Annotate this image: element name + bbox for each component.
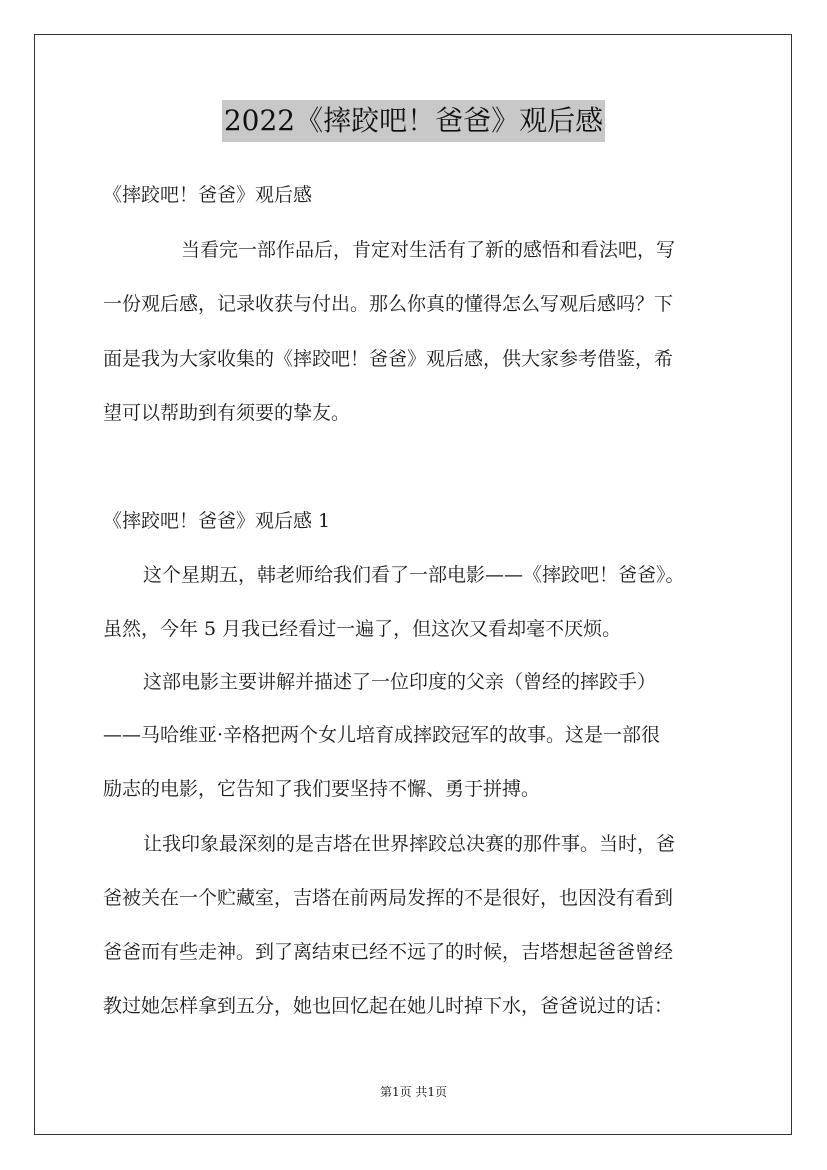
body-line-2: 虽然，今年 5 月我已经看过一遍了，但这次又看却毫不厌烦。 <box>103 618 622 640</box>
intro-line-1: 当看完一部作品后，肯定对生活有了新的感悟和看法吧，写 <box>181 239 676 261</box>
body-line-5: 励志的电影，它告知了我们要坚持不懈、勇于拼搏。 <box>103 778 541 800</box>
body-line-3: 这部电影主要讲解并描述了一位印度的父亲（曾经的摔跤手） <box>143 671 657 693</box>
section-heading: 《摔跤吧！爸爸》观后感 1 <box>103 510 331 532</box>
title-container <box>0 100 827 142</box>
body-line-9: 教过她怎样拿到五分，她也回忆起在她儿时掉下水，爸爸说过的话： <box>103 995 674 1017</box>
intro-line-3: 面是我为大家收集的《摔跤吧！爸爸》观后感，供大家参考借鉴，希 <box>103 348 674 370</box>
intro-line-2: 一份观后感，记录收获与付出。那么你真的懂得怎么写观后感吗？下 <box>103 293 674 315</box>
intro-line-4: 望可以帮助到有须要的挚友。 <box>103 402 351 424</box>
body-line-7: 爸被关在一个贮藏室，吉塔在前两局发挥的不是很好，也因没有看到 <box>103 887 674 909</box>
body-line-8: 爸爸而有些走神。到了离结束已经不远了的时候，吉塔想起爸爸曾经 <box>103 941 674 963</box>
body-line-4: ——马哈维亚·辛格把两个女儿培育成摔跤冠军的故事。这是一部很 <box>103 724 661 746</box>
document-title: 2022《摔跤吧！爸爸》观后感 <box>222 100 605 142</box>
body-line-6: 让我印象最深刻的是吉塔在世界摔跤总决赛的那件事。当时，爸 <box>143 833 676 855</box>
page-footer: 第1页 共1页 <box>379 1085 448 1099</box>
body-line-1: 这个星期五，韩老师给我们看了一部电影——《摔跤吧！爸爸》。 <box>143 564 685 586</box>
subtitle-line: 《摔跤吧！爸爸》观后感 <box>103 184 313 206</box>
